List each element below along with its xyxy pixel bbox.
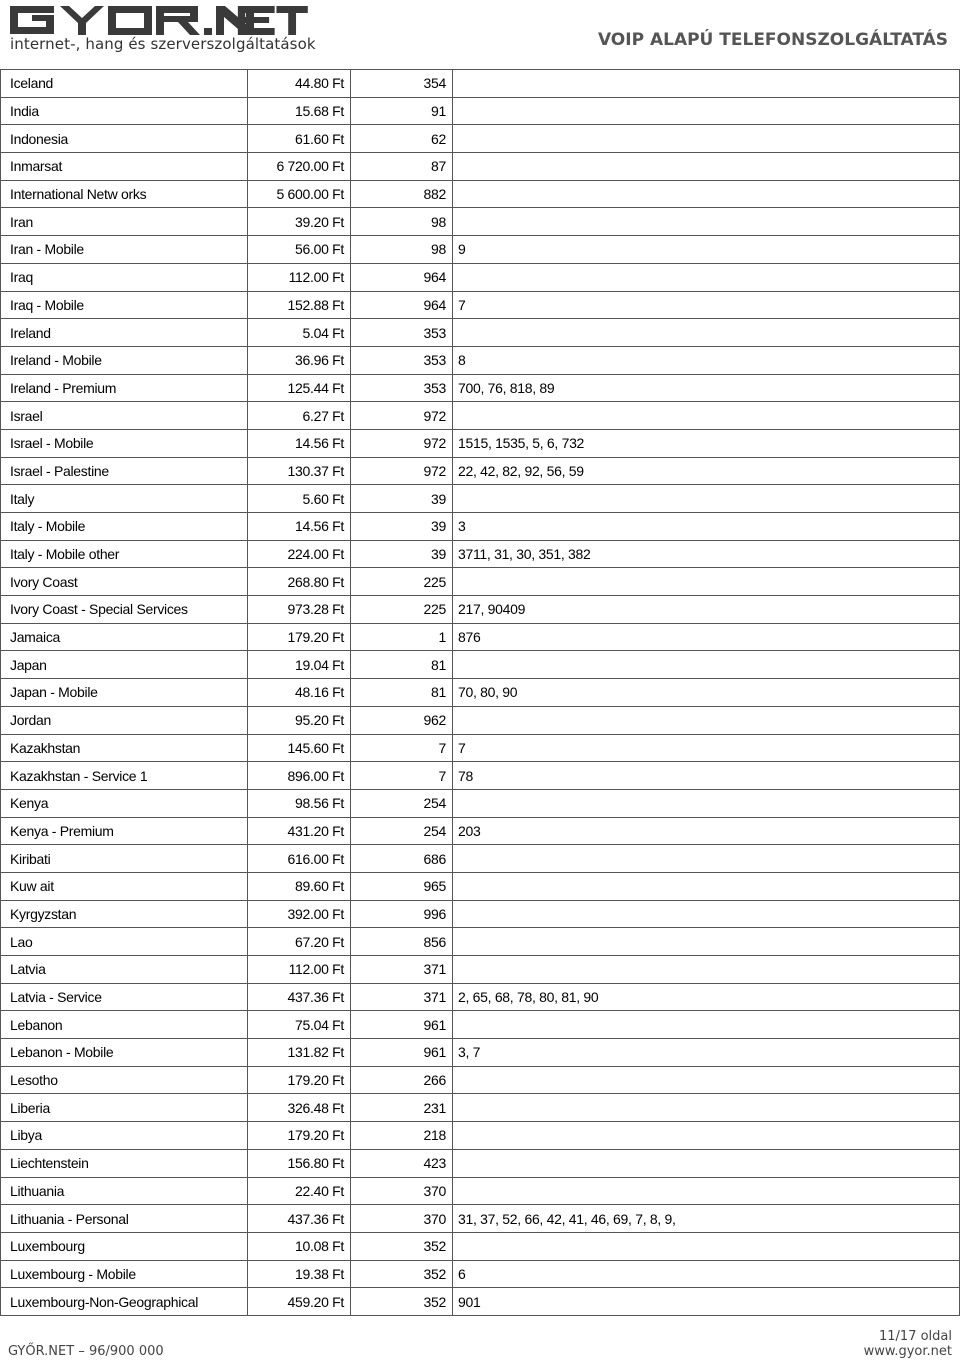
prefix-cell [453, 97, 960, 125]
code-cell: 371 [351, 956, 453, 984]
country-cell: Luxembourg [1, 1232, 248, 1260]
country-cell: International Netw orks [1, 180, 248, 208]
prefix-cell: 3, 7 [453, 1039, 960, 1067]
country-cell: Ivory Coast [1, 568, 248, 596]
country-cell: Ireland [1, 319, 248, 347]
price-cell: 437.36 Ft [248, 983, 351, 1011]
footer-website: www.gyor.net [863, 1344, 952, 1359]
code-cell: 352 [351, 1288, 453, 1316]
rates-table [0, 69, 960, 1316]
price-cell: 268.80 Ft [248, 568, 351, 596]
table-row [1, 1232, 960, 1260]
table-row [1, 180, 960, 208]
table-row [1, 817, 960, 845]
prefix-cell [453, 319, 960, 347]
prefix-cell: 217, 90409 [453, 596, 960, 624]
tagline: internet-, hang és szerverszolgáltatások [10, 35, 316, 53]
country-cell: Kiribati [1, 845, 248, 873]
code-cell: 39 [351, 540, 453, 568]
footer-page-number: 11/17 oldal [879, 1329, 952, 1344]
country-cell: Israel - Mobile [1, 429, 248, 457]
code-cell: 996 [351, 900, 453, 928]
code-cell: 353 [351, 374, 453, 402]
prefix-cell: 8 [453, 346, 960, 374]
prefix-cell [453, 153, 960, 181]
country-cell: Lebanon [1, 1011, 248, 1039]
country-cell: Luxembourg - Mobile [1, 1260, 248, 1288]
prefix-cell: 9 [453, 236, 960, 264]
price-cell: 14.56 Ft [248, 513, 351, 541]
country-cell: Liberia [1, 1094, 248, 1122]
table-row [1, 956, 960, 984]
code-cell: 352 [351, 1260, 453, 1288]
prefix-cell [453, 263, 960, 291]
table-row [1, 845, 960, 873]
prefix-cell [453, 1066, 960, 1094]
country-cell: Kazakhstan [1, 734, 248, 762]
prefix-cell: 700, 76, 818, 89 [453, 374, 960, 402]
price-cell: 6 720.00 Ft [248, 153, 351, 181]
country-cell: Japan - Mobile [1, 679, 248, 707]
table-row [1, 1288, 960, 1316]
country-cell: Italy [1, 485, 248, 513]
price-cell: 392.00 Ft [248, 900, 351, 928]
table-row [1, 485, 960, 513]
price-cell: 112.00 Ft [248, 956, 351, 984]
country-cell: Latvia [1, 956, 248, 984]
prefix-cell [453, 70, 960, 98]
price-cell: 19.38 Ft [248, 1260, 351, 1288]
table-row [1, 1122, 960, 1150]
rates-table-body [1, 70, 960, 1316]
prefix-cell [453, 928, 960, 956]
prefix-cell [453, 900, 960, 928]
country-cell: Japan [1, 651, 248, 679]
price-cell: 179.20 Ft [248, 623, 351, 651]
prefix-cell [453, 1149, 960, 1177]
code-cell: 964 [351, 263, 453, 291]
footer-company: GYŐR.NET – 96/900 000 [8, 1344, 164, 1359]
country-cell: Liechtenstein [1, 1149, 248, 1177]
prefix-cell: 22, 42, 82, 92, 56, 59 [453, 457, 960, 485]
code-cell: 225 [351, 568, 453, 596]
code-cell: 353 [351, 346, 453, 374]
price-cell: 89.60 Ft [248, 872, 351, 900]
price-cell: 36.96 Ft [248, 346, 351, 374]
prefix-cell [453, 125, 960, 153]
code-cell: 370 [351, 1177, 453, 1205]
prefix-cell: 2, 65, 68, 78, 80, 81, 90 [453, 983, 960, 1011]
table-row [1, 236, 960, 264]
table-row [1, 900, 960, 928]
code-cell: 39 [351, 513, 453, 541]
code-cell: 856 [351, 928, 453, 956]
code-cell: 962 [351, 706, 453, 734]
country-cell: Jordan [1, 706, 248, 734]
table-row [1, 374, 960, 402]
table-row [1, 208, 960, 236]
prefix-cell: 31, 37, 52, 66, 42, 41, 46, 69, 7, 8, 9, [453, 1205, 960, 1233]
table-row [1, 513, 960, 541]
table-row [1, 623, 960, 651]
code-cell: 972 [351, 457, 453, 485]
table-row [1, 1066, 960, 1094]
price-cell: 10.08 Ft [248, 1232, 351, 1260]
code-cell: 81 [351, 651, 453, 679]
country-cell: Lao [1, 928, 248, 956]
country-cell: Ivory Coast - Special Services [1, 596, 248, 624]
prefix-cell: 203 [453, 817, 960, 845]
price-cell: 14.56 Ft [248, 429, 351, 457]
code-cell: 353 [351, 319, 453, 347]
prefix-cell: 876 [453, 623, 960, 651]
code-cell: 423 [351, 1149, 453, 1177]
table-row [1, 596, 960, 624]
code-cell: 218 [351, 1122, 453, 1150]
table-row [1, 568, 960, 596]
table-row [1, 872, 960, 900]
country-cell: Kenya - Premium [1, 817, 248, 845]
country-cell: Lesotho [1, 1066, 248, 1094]
price-cell: 973.28 Ft [248, 596, 351, 624]
code-cell: 972 [351, 402, 453, 430]
price-cell: 5.60 Ft [248, 485, 351, 513]
table-row [1, 789, 960, 817]
table-row [1, 1149, 960, 1177]
code-cell: 81 [351, 679, 453, 707]
price-cell: 130.37 Ft [248, 457, 351, 485]
price-cell: 459.20 Ft [248, 1288, 351, 1316]
code-cell: 882 [351, 180, 453, 208]
prefix-cell [453, 208, 960, 236]
code-cell: 7 [351, 734, 453, 762]
price-cell: 326.48 Ft [248, 1094, 351, 1122]
price-cell: 437.36 Ft [248, 1205, 351, 1233]
code-cell: 98 [351, 208, 453, 236]
table-row [1, 402, 960, 430]
country-cell: Indonesia [1, 125, 248, 153]
table-row [1, 457, 960, 485]
price-cell: 39.20 Ft [248, 208, 351, 236]
prefix-cell: 3711, 31, 30, 351, 382 [453, 540, 960, 568]
price-cell: 95.20 Ft [248, 706, 351, 734]
code-cell: 961 [351, 1039, 453, 1067]
code-cell: 370 [351, 1205, 453, 1233]
prefix-cell [453, 872, 960, 900]
prefix-cell [453, 845, 960, 873]
table-row [1, 319, 960, 347]
table-row [1, 70, 960, 98]
prefix-cell: 78 [453, 762, 960, 790]
price-cell: 131.82 Ft [248, 1039, 351, 1067]
code-cell: 91 [351, 97, 453, 125]
table-row [1, 429, 960, 457]
code-cell: 964 [351, 291, 453, 319]
table-row [1, 1039, 960, 1067]
price-cell: 145.60 Ft [248, 734, 351, 762]
table-row [1, 97, 960, 125]
table-row [1, 679, 960, 707]
code-cell: 87 [351, 153, 453, 181]
price-cell: 616.00 Ft [248, 845, 351, 873]
price-cell: 44.80 Ft [248, 70, 351, 98]
price-cell: 56.00 Ft [248, 236, 351, 264]
code-cell: 266 [351, 1066, 453, 1094]
price-cell: 5.04 Ft [248, 319, 351, 347]
prefix-cell: 3 [453, 513, 960, 541]
table-row [1, 291, 960, 319]
country-cell: Kazakhstan - Service 1 [1, 762, 248, 790]
price-cell: 179.20 Ft [248, 1066, 351, 1094]
code-cell: 354 [351, 70, 453, 98]
table-row [1, 1177, 960, 1205]
code-cell: 1 [351, 623, 453, 651]
prefix-cell: 1515, 1535, 5, 6, 732 [453, 429, 960, 457]
price-cell: 19.04 Ft [248, 651, 351, 679]
price-cell: 75.04 Ft [248, 1011, 351, 1039]
price-cell: 896.00 Ft [248, 762, 351, 790]
table-row [1, 125, 960, 153]
prefix-cell [453, 485, 960, 513]
country-cell: Iran [1, 208, 248, 236]
table-row [1, 263, 960, 291]
country-cell: Iraq [1, 263, 248, 291]
code-cell: 39 [351, 485, 453, 513]
prefix-cell [453, 402, 960, 430]
country-cell: Israel [1, 402, 248, 430]
prefix-cell: 7 [453, 734, 960, 762]
table-row [1, 1205, 960, 1233]
country-cell: Iraq - Mobile [1, 291, 248, 319]
price-cell: 156.80 Ft [248, 1149, 351, 1177]
code-cell: 231 [351, 1094, 453, 1122]
table-row [1, 651, 960, 679]
country-cell: Kenya [1, 789, 248, 817]
prefix-cell [453, 1011, 960, 1039]
gyor-net-logo [8, 2, 318, 36]
price-cell: 431.20 Ft [248, 817, 351, 845]
price-cell: 125.44 Ft [248, 374, 351, 402]
price-cell: 48.16 Ft [248, 679, 351, 707]
country-cell: Iceland [1, 70, 248, 98]
table-row [1, 1011, 960, 1039]
price-cell: 112.00 Ft [248, 263, 351, 291]
prefix-cell [453, 706, 960, 734]
table-row [1, 1260, 960, 1288]
prefix-cell [453, 568, 960, 596]
country-cell: Ireland - Mobile [1, 346, 248, 374]
prefix-cell: 7 [453, 291, 960, 319]
code-cell: 965 [351, 872, 453, 900]
prefix-cell: 901 [453, 1288, 960, 1316]
country-cell: Inmarsat [1, 153, 248, 181]
price-cell: 5 600.00 Ft [248, 180, 351, 208]
code-cell: 972 [351, 429, 453, 457]
prefix-cell [453, 1122, 960, 1150]
country-cell: Israel - Palestine [1, 457, 248, 485]
prefix-cell [453, 956, 960, 984]
code-cell: 352 [351, 1232, 453, 1260]
country-cell: Italy - Mobile other [1, 540, 248, 568]
table-row [1, 734, 960, 762]
table-row [1, 762, 960, 790]
page-footer [0, 1324, 960, 1361]
page-header [0, 0, 960, 66]
document-title: VOIP ALAPÚ TELEFONSZOLGÁLTATÁS [597, 30, 948, 50]
prefix-cell [453, 1177, 960, 1205]
code-cell: 961 [351, 1011, 453, 1039]
country-cell: Luxembourg-Non-Geographical [1, 1288, 248, 1316]
price-cell: 61.60 Ft [248, 125, 351, 153]
table-row [1, 540, 960, 568]
price-cell: 224.00 Ft [248, 540, 351, 568]
code-cell: 254 [351, 817, 453, 845]
prefix-cell [453, 789, 960, 817]
table-row [1, 706, 960, 734]
code-cell: 254 [351, 789, 453, 817]
price-cell: 15.68 Ft [248, 97, 351, 125]
table-row [1, 928, 960, 956]
price-cell: 67.20 Ft [248, 928, 351, 956]
price-cell: 6.27 Ft [248, 402, 351, 430]
country-cell: Lithuania [1, 1177, 248, 1205]
prefix-cell [453, 180, 960, 208]
country-cell: Jamaica [1, 623, 248, 651]
code-cell: 686 [351, 845, 453, 873]
country-cell: Lebanon - Mobile [1, 1039, 248, 1067]
country-cell: Iran - Mobile [1, 236, 248, 264]
table-row [1, 1094, 960, 1122]
country-cell: Lithuania - Personal [1, 1205, 248, 1233]
table-row [1, 153, 960, 181]
table-row [1, 346, 960, 374]
price-cell: 98.56 Ft [248, 789, 351, 817]
country-cell: Italy - Mobile [1, 513, 248, 541]
table-row [1, 983, 960, 1011]
country-cell: Libya [1, 1122, 248, 1150]
code-cell: 225 [351, 596, 453, 624]
prefix-cell: 6 [453, 1260, 960, 1288]
price-cell: 179.20 Ft [248, 1122, 351, 1150]
code-cell: 7 [351, 762, 453, 790]
country-cell: India [1, 97, 248, 125]
country-cell: Ireland - Premium [1, 374, 248, 402]
code-cell: 62 [351, 125, 453, 153]
code-cell: 371 [351, 983, 453, 1011]
code-cell: 98 [351, 236, 453, 264]
prefix-cell [453, 651, 960, 679]
price-cell: 152.88 Ft [248, 291, 351, 319]
country-cell: Kuw ait [1, 872, 248, 900]
country-cell: Latvia - Service [1, 983, 248, 1011]
price-cell: 22.40 Ft [248, 1177, 351, 1205]
country-cell: Kyrgyzstan [1, 900, 248, 928]
prefix-cell [453, 1094, 960, 1122]
prefix-cell [453, 1232, 960, 1260]
prefix-cell: 70, 80, 90 [453, 679, 960, 707]
